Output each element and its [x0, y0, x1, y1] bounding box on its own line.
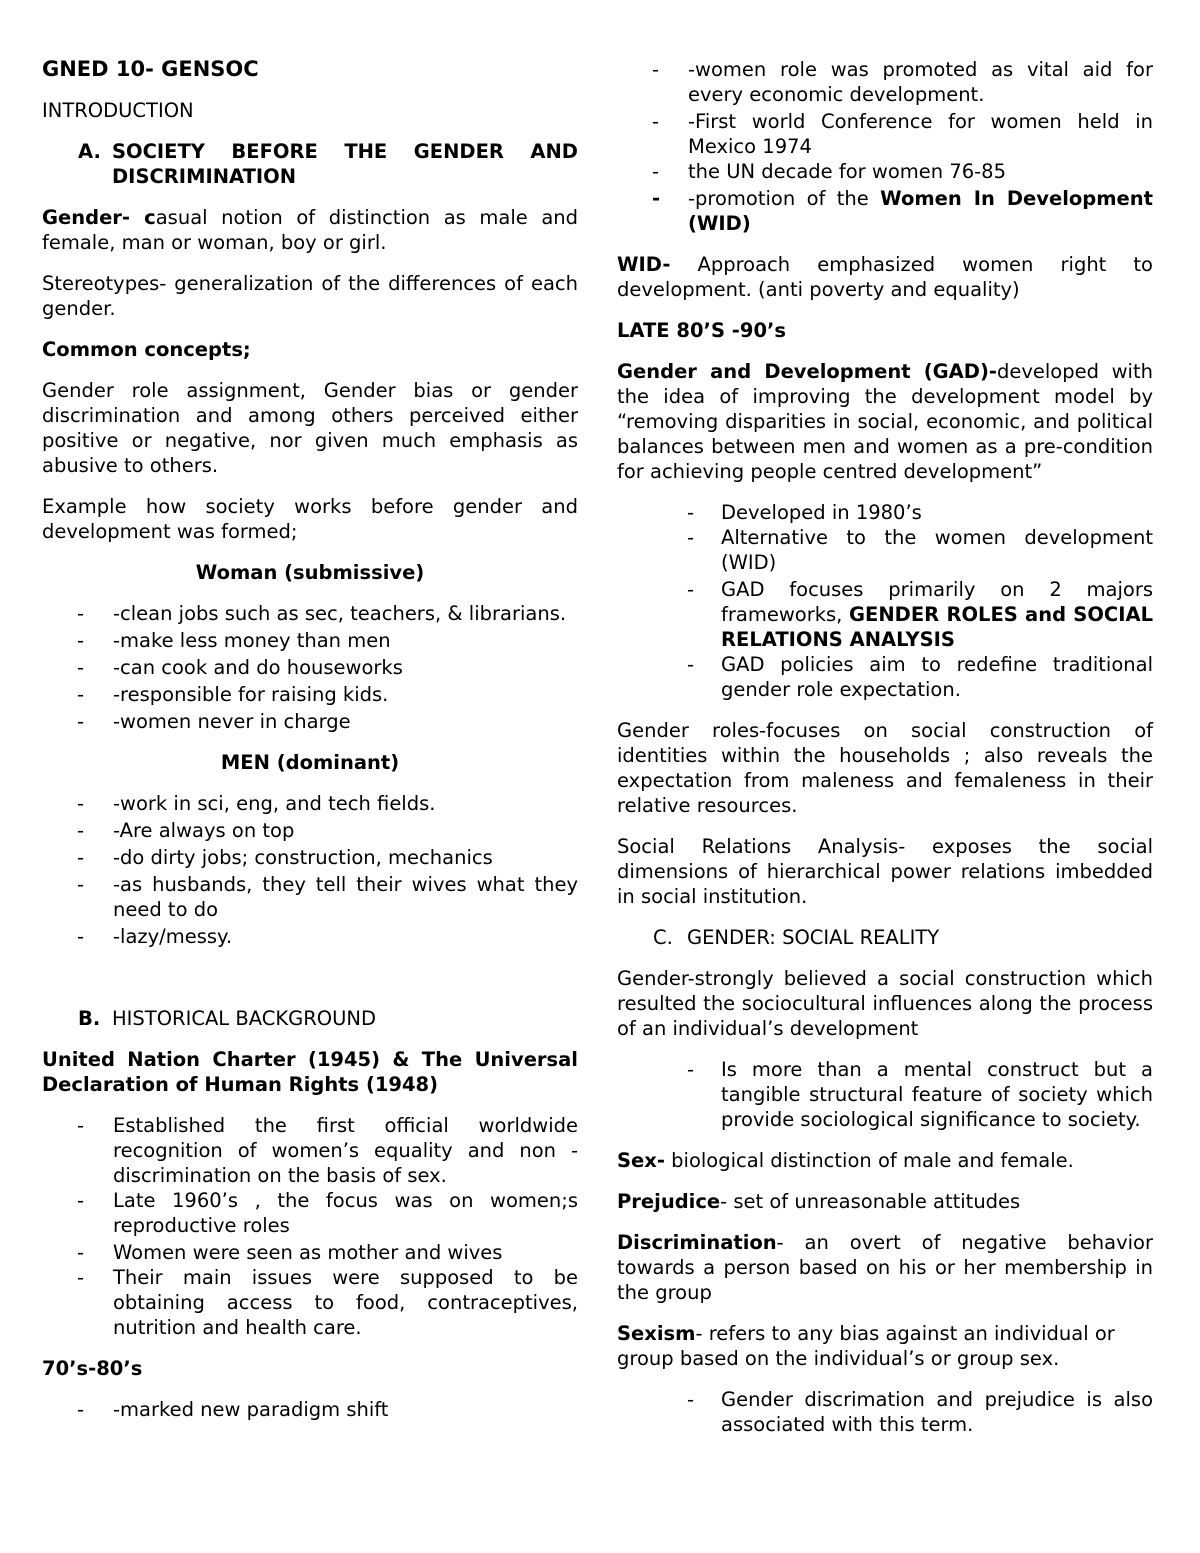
gender-social-list: [617, 1057, 1153, 1132]
wid-item-bold: Women In Development (WID): [688, 187, 1153, 235]
sexism-def: - refers to any bias against an individual or group based on the individual’s or group sex.: [617, 1322, 1115, 1370]
list-item: - -lazy/messy.: [77, 925, 233, 948]
list-item: - -as husbands, they tell their wives what they need to do: [77, 873, 578, 921]
seventies-heading: 70’s-80’s: [42, 1357, 143, 1380]
example-paragraph: Example how society works before gender and development was formed;: [42, 495, 578, 543]
document-title: GNED 10- GENSOC: [42, 57, 259, 81]
list-item: - -can cook and do houseworks: [77, 656, 403, 679]
section-c-letter: C.: [653, 926, 673, 949]
prejudice-term: Prejudice: [617, 1190, 721, 1213]
un-charter-heading: United Nation Charter (1945) & The Universal Declaration of Human Rights (1948): [42, 1048, 578, 1096]
list-item: - the UN decade for women 76-85: [652, 160, 1006, 183]
social-relations-paragraph: Social Relations Analysis- exposes the social dimensions of hierarchical power relations imbedded in social institution.: [617, 835, 1153, 908]
sex-term: Sex-: [617, 1149, 665, 1172]
list-item: - GAD policies aim to redefine traditional gender role expectation.: [687, 653, 1153, 701]
list-item: - Late 1960’s , the focus was on women;s reproductive roles: [77, 1189, 578, 1237]
un-charter-list: [42, 1113, 578, 1340]
men-heading: MEN (dominant): [220, 751, 400, 774]
sexism-term: Sexism: [617, 1322, 696, 1345]
list-item: - -responsible for raising kids.: [77, 683, 389, 706]
sexism-list: [617, 1387, 1153, 1437]
men-list: [42, 791, 578, 949]
list-item: - Established the first official worldwide recognition of women’s equality and non -discrimination on the basis of sex.: [77, 1114, 578, 1187]
list-item: - Gender discrimation and prejudice is also associated with this term.: [687, 1388, 1153, 1436]
gender-roles-paragraph: Gender roles-focuses on social construction of identities within the households ; also reveals the expectation from maleness and femaleness in their relative resources.: [617, 719, 1153, 817]
sexism-definition: [617, 1321, 1153, 1371]
common-concepts-heading: Common concepts;: [42, 338, 251, 361]
wid-item-prefix: -promotion of the: [688, 187, 881, 210]
list-item: - GAD focuses primarily on 2 majors frameworks, GENDER ROLES and SOCIAL RELATIONS ANALYSIS: [687, 578, 1154, 651]
section-c-heading: [617, 925, 1153, 950]
section-a-heading: [42, 139, 578, 189]
discrimination-definition: [617, 1230, 1153, 1305]
seventies-list: [42, 1397, 578, 1422]
gad-list: [617, 500, 1153, 702]
discrimination-def: - an overt of negative behavior towards a person based on his or her membership in the group: [617, 1231, 1153, 1304]
right-column: [617, 57, 1153, 1437]
introduction-heading: INTRODUCTION: [42, 99, 194, 122]
woman-heading: Woman (submissive): [195, 561, 425, 584]
woman-list: [42, 601, 578, 734]
list-item: - -promotion of the Women In Development (WID): [652, 187, 1153, 235]
stereotypes-definition: Stereotypes- generalization of the differences of each gender.: [42, 272, 578, 320]
list-item: - -do dirty jobs; construction, mechanics: [77, 846, 493, 869]
list-item: - Is more than a mental construct but a tangible structural feature of society which provide sociological significance to society.: [687, 1058, 1153, 1131]
section-c-text: GENDER: SOCIAL REALITY: [687, 926, 940, 949]
prejudice-def: - set of unreasonable attitudes: [720, 1190, 1021, 1213]
section-b-heading: [42, 1006, 578, 1031]
gender-social-construction-paragraph: Gender-strongly believed a social construction which resulted the sociocultural influences along the process of an individual’s development: [617, 967, 1153, 1040]
wid-term: WID-: [617, 253, 671, 276]
section-a-letter: A.: [78, 140, 101, 163]
concepts-paragraph: Gender role assignment, Gender bias or gender discrimination and among others perceived either positive or negative, nor given much emphasis as abusive to others.: [42, 379, 578, 477]
list-item: - -marked new paradigm shift: [77, 1398, 389, 1421]
left-column: [42, 54, 578, 1422]
list-item: - Women were seen as mother and wives: [77, 1241, 503, 1264]
list-item: - Alternative to the women development (WID): [687, 526, 1153, 574]
section-b-text: HISTORICAL BACKGROUND: [112, 1007, 377, 1030]
late-80s-heading: LATE 80’S -90’s: [617, 319, 787, 342]
list-item: - -clean jobs such as sec, teachers, & librarians.: [77, 602, 567, 625]
wid-definition: [617, 252, 1153, 302]
list-item: - Developed in 1980’s: [687, 501, 922, 524]
gad-item3-prefix: GAD focuses primarily on 2 majors frameworks,: [721, 578, 1153, 626]
sex-definition: [617, 1148, 1153, 1173]
section-b-letter: B.: [78, 1007, 101, 1030]
gad-def: developed with the idea of improving the development model by “removing disparities in social, economic, and political balances between men and women as a pre-condition for achieving people centred development”: [617, 360, 1153, 483]
prejudice-definition: [617, 1189, 1153, 1214]
gender-def: asual notion of distinction as male and female, man or woman, boy or girl.: [42, 206, 579, 254]
section-a-text: SOCIETY BEFORE THE GENDER AND DISCRIMINATION: [112, 140, 578, 188]
wid-def: Approach emphasized women right to development. (anti poverty and equality): [617, 253, 1153, 301]
list-item: - -work in sci, eng, and tech fields.: [77, 792, 436, 815]
gender-term: Gender- c: [42, 206, 156, 229]
gad-item3-bold: GENDER ROLES and SOCIAL RELATIONS ANALYSIS: [721, 603, 1154, 651]
gad-term: Gender and Development (GAD)-: [617, 360, 997, 383]
gender-definition: [42, 205, 578, 255]
list-item: - -First world Conference for women held in Mexico 1974: [652, 110, 1153, 158]
list-item: - -women role was promoted as vital aid for every economic development.: [652, 58, 1153, 106]
sex-def: biological distinction of male and female.: [664, 1149, 1074, 1172]
wid-history-list: [617, 57, 1153, 236]
list-item: - -women never in charge: [77, 710, 351, 733]
list-item: - -make less money than men: [77, 629, 391, 652]
discrimination-term: Discrimination: [617, 1231, 777, 1254]
list-item: - -Are always on top: [77, 819, 295, 842]
list-item: - Their main issues were supposed to be obtaining access to food, contraceptives, nutrition and health care.: [77, 1266, 578, 1339]
gad-definition: [617, 359, 1153, 484]
